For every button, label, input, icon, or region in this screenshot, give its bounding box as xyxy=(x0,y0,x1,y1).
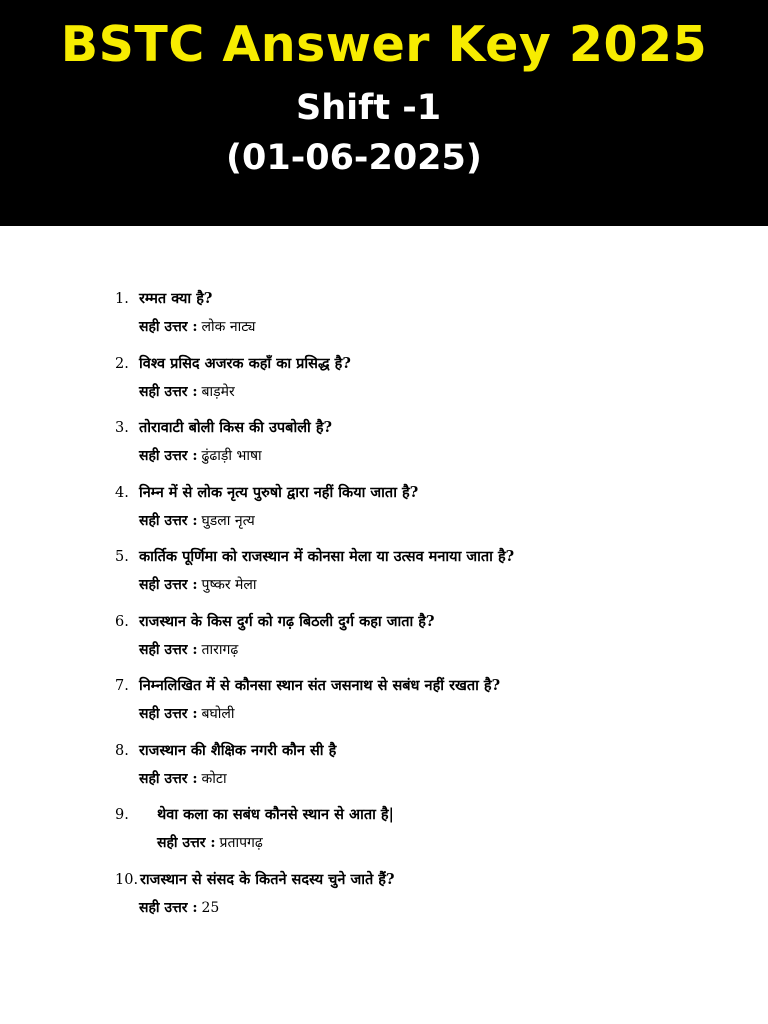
answer-label: सही उत्तर : xyxy=(157,835,216,851)
question-text: थेवा कला का सबंध कौनसे स्थान से आता है| xyxy=(157,806,394,823)
question-list xyxy=(0,286,768,931)
list-item xyxy=(0,351,768,416)
answer-label: सही उत्तर : xyxy=(139,512,198,529)
answer-value: कोटा xyxy=(201,770,227,787)
question-text: राजस्थान के किस दुर्ग को गढ़ बिठली दुर्ग कहा जाता है? xyxy=(139,612,435,630)
question-text: निम्नलिखित में से कौनसा स्थान संत जसनाथ से सबंध नहीं रखता है? xyxy=(139,677,501,694)
answer-row xyxy=(157,830,263,856)
page-title: BSTC Answer Key 2025 xyxy=(60,16,708,73)
answer-label: सही उत्तर : xyxy=(139,770,198,787)
question-text: निम्न में से लोक नृत्य पुरुषो द्वारा नहीं किया जाता है? xyxy=(139,483,419,501)
answer-label: सही उत्तर : xyxy=(139,383,198,400)
question-number: 4. xyxy=(115,484,129,501)
question-number: 3. xyxy=(115,420,129,436)
answer-row xyxy=(139,766,227,792)
answer-label: सही उत्तर : xyxy=(139,641,198,658)
question-text: तोरावाटी बोली किस की उपबोली है? xyxy=(139,419,333,436)
question-number: 5. xyxy=(115,549,129,565)
answer-value: पुष्कर मेला xyxy=(201,577,257,593)
question-number: 9. xyxy=(115,807,129,823)
question-number: 6. xyxy=(115,613,129,630)
answer-row xyxy=(139,895,219,921)
shift-label: Shift -1 xyxy=(296,88,442,128)
question-text: राजस्थान की शैक्षिक नगरी कौन सी है xyxy=(139,741,337,759)
exam-date: (01-06-2025) xyxy=(226,138,482,178)
list-item xyxy=(0,802,768,867)
question-text: विश्व प्रसिद अजरक कहाँ का प्रसिद्ध है? xyxy=(139,354,351,372)
answer-value: लोक नाट्य xyxy=(201,319,256,335)
answer-value: घुडला नृत्य xyxy=(201,512,255,529)
list-item xyxy=(0,738,768,803)
answer-row xyxy=(139,701,235,727)
list-item xyxy=(0,867,768,932)
question-number: 8. xyxy=(115,742,129,759)
question-number: 7. xyxy=(115,678,129,694)
answer-value: ढुंढाड़ी भाषा xyxy=(201,448,262,464)
answer-label: सही उत्तर : xyxy=(139,448,198,464)
question-text: रम्मत क्या है? xyxy=(139,290,213,307)
answer-row xyxy=(139,637,238,663)
answer-value: बघोली xyxy=(201,706,235,722)
answer-label: सही उत्तर : xyxy=(139,319,198,335)
list-item xyxy=(0,544,768,609)
list-item xyxy=(0,673,768,738)
answer-label: सही उत्तर : xyxy=(139,577,198,593)
question-text: राजस्थान से संसद के कितने सदस्य चुने जाते हैं? xyxy=(140,870,395,888)
list-item xyxy=(0,415,768,480)
answer-value: बाड़मेर xyxy=(201,383,235,400)
answer-value: 25 xyxy=(201,899,220,916)
answer-label: सही उत्तर : xyxy=(139,899,198,916)
list-item xyxy=(0,609,768,674)
answer-row xyxy=(139,314,255,340)
answer-value: तारागढ़ xyxy=(201,641,239,658)
answer-value: प्रतापगढ़ xyxy=(219,835,263,851)
question-text: कार्तिक पूर्णिमा को राजस्थान में कोनसा मेला या उत्सव मनाया जाता है? xyxy=(139,548,515,565)
question-number: 2. xyxy=(115,355,129,372)
answer-row xyxy=(139,508,255,534)
answer-label: सही उत्तर : xyxy=(139,706,198,722)
answer-row xyxy=(139,572,257,598)
answer-row xyxy=(139,379,235,405)
answer-row xyxy=(139,443,262,469)
header-banner xyxy=(0,0,768,226)
list-item xyxy=(0,286,768,351)
list-item xyxy=(0,480,768,545)
question-number: 10. xyxy=(115,871,139,888)
question-number: 1. xyxy=(115,291,129,307)
